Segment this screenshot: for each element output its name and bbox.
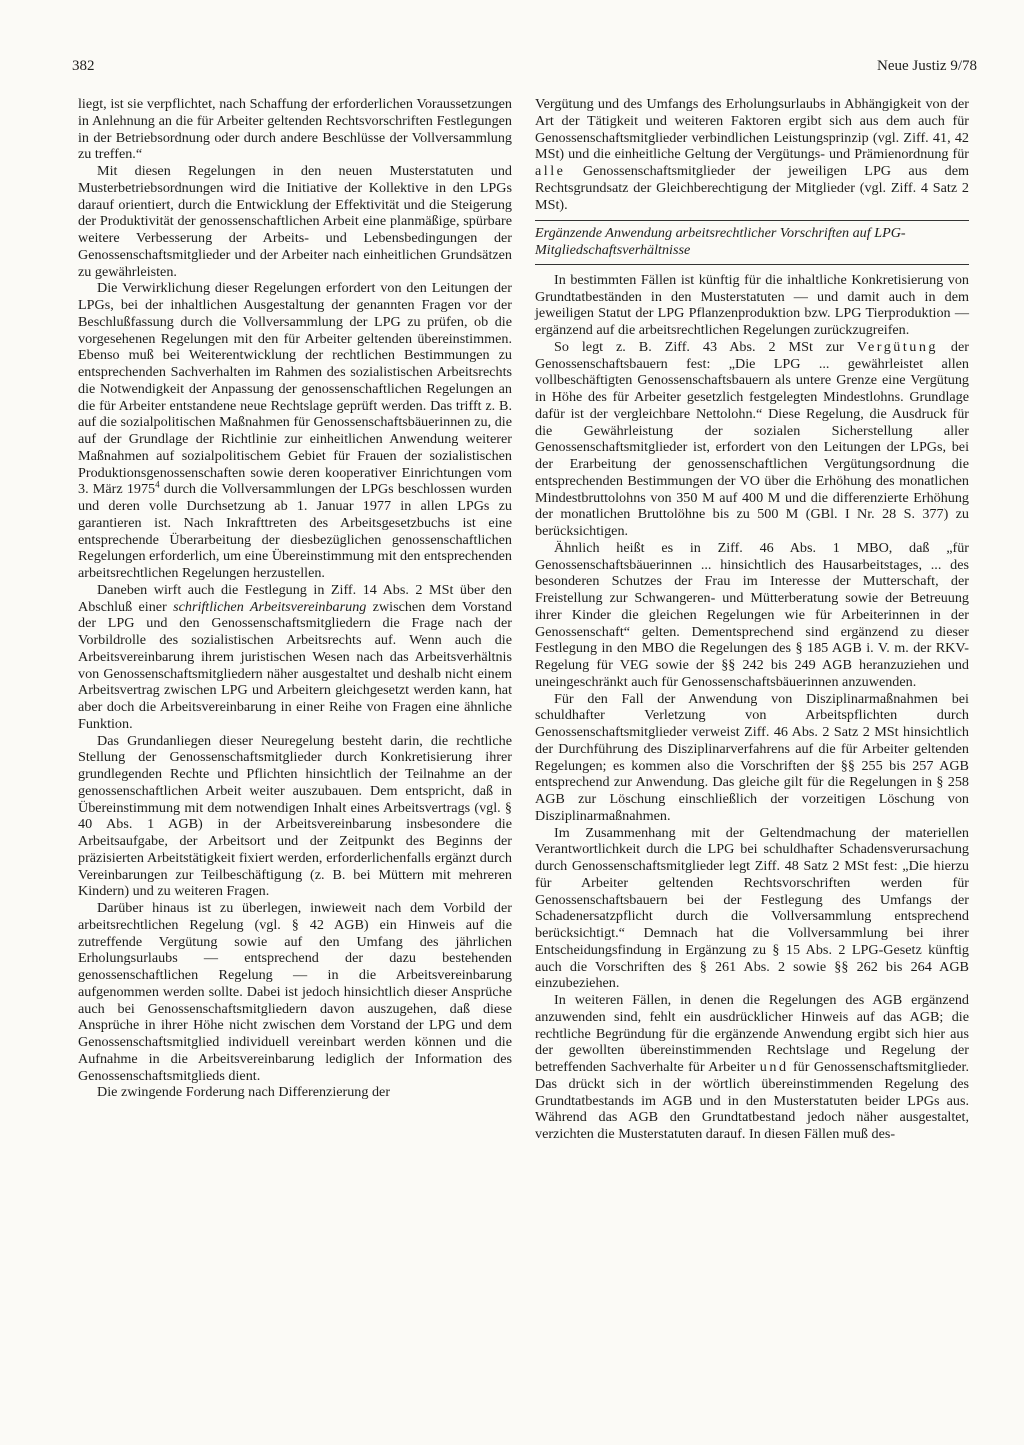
paragraph-text: In weiteren Fällen, in denen die Regelungen des AGB ergänzend anzuwenden sind, fehlt ein ausdrücklicher Hinweis auf das AGB; die rechtliche Begründung für die ergänzende Anwendung ergibt sich hier aus der gewollten übereinstimmenden Rechtslage und Regelung der betreffenden Sachverhalte für Arbeiter xyxy=(535,992,969,1075)
paragraph-text: Die Verwirklichung dieser Regelungen erfordert von den Leitungen der LPGs, bei der inhaltlichen Ausgestaltung der genannten Fragen vor der Beschlußfassung durch die Vollversammlung der LPG zu prüfen, ob die vorgesehenen Regelungen mit den für Arbeiter geltenden übereinstimmen. Ebenso muß bei Weiterentwicklung der rechtlichen Bestimmungen zu entsprechenden Sachverhalten im Rahmen des sozialistischen Arbeitsrechts die Notwendigkeit der Anpassung der genossenschaftlichen Regelungen an die für Arbeiter entstandene neue Rechtslage geprüft werden. Das trifft z. B. auf die sozialpolitischen Maßnahmen für Genossenschaftsbäuerinnen zu, die auf der Grundlage der Richtlinie zur einheitlichen Anwendung weiterer Maßnahmen auf sozialpolitischem Gebiet für Frauen der sozialistischen Produktionsgenossenschaften sowie deren kooperativer Einrichtungen vom 3. März 1975 xyxy=(78,280,512,498)
section-heading: Ergänzende Anwendung arbeitsrechtlicher Vorschriften auf LPG-Mitgliedschaftsverhältnisse xyxy=(535,220,969,265)
paragraph: Die zwingende Forderung nach Differenzierung der xyxy=(97,1084,391,1101)
paragraph: Das Grundanliegen dieser Neuregelung besteht darin, die rechtliche Stellung der Genossenschaftsmitglieder durch Konkretisierung ihrer grundlegenden Rechte und Pflichten hinsichtlich der Teilnahme an der genossenschaftlichen Arbeit weiter auszubauen. Dem entspricht, daß in Übereinstimmung mit dem notwendigen Inhalt eines Arbeitsvertrags (vgl. § 40 Abs. 1 AGB) in der Arbeitsvereinbarung insbesondere die Arbeitsaufgabe, der Arbeitsort und der Zeitpunkt des Beginns der präzisierten Arbeitstätigkeit fixiert werden, erforderlichenfalls ergänzt durch Vereinbarungen zur Teilbeschäftigung (z. B. bei Müttern mit mehreren Kindern) und zu weiteren Fragen. xyxy=(78,732,512,900)
paragraph xyxy=(535,96,969,213)
spaced-emphasis: und xyxy=(759,1059,789,1075)
paragraph: Ähnlich heißt es in Ziff. 46 Abs. 1 MBO, daß „für Genossenschaftsbäuerinnen ... hinsichtlich des Hausarbeitstages, ... des besonderen Schutzes der Frau im Interesse der Mutterschaft, der Freistellung zur Schwangeren- und Mütterberatung sowie der Betreuung ihrer Kinder die gleichen Regelungen wie für Arbeiterinnen in der Genossenschaft“ gelten. Dementsprechend sind ergänzend zu dieser Festlegung in den MBO die Regelungen des § 185 AGB i. V. m. der RKV-Regelung für VEG sowie der §§ 242 bis 249 AGB heranzuziehen und uneingeschränkt auch für Genossenschaftsbäuerinnen anzuwenden. xyxy=(535,539,969,690)
spaced-emphasis: alle xyxy=(535,163,566,179)
paragraph-text: durch die Vollversammlungen der LPGs beschlossen wurden und deren volle Durchsetzung ab 1. Januar 1977 in allen LPGs zu garantieren ist. Nach Inkrafttreten des Arbeitsgesetzbuchs ist eine entsprechende Überarbeitung der diesbezüglichen genossenschaftlichen Regelungen erforderlich, um eine Übereinstimmung mit den entsprechenden arbeitsrechtlichen Regelungen herzustellen. xyxy=(78,481,513,581)
paragraph: Für den Fall der Anwendung von Disziplinarmaßnahmen bei schuldhafter Verletzung von Arbeitspflichten durch Genossenschaftsmitglieder verweist Ziff. 46 Abs. 2 Satz 2 MSt hinsichtlich der Durchführung des Disziplinarverfahrens auf die für Arbeiter geltenden Regelungen; es kommen also die Vorschriften der §§ 255 bis 257 AGB entsprechend zur Anwendung. Das gleiche gilt für die Regelungen in § 258 AGB zur Löschung einschließlich der vorzeitigen Löschung von Disziplinarmaßnahmen. xyxy=(535,690,969,824)
paragraph-text: So legt z. B. Ziff. 43 Abs. 2 MSt zur xyxy=(554,338,857,355)
paragraph: liegt, ist sie verpflichtet, nach Schaffung der erforderlichen Voraussetzungen in Anlehnung an die für Arbeiter geltenden Rechtsvorschriften Festlegungen in der Betriebsordnung oder durch andere Beschlüsse der Vollversammlung zu treffen.“ xyxy=(78,96,512,163)
journal-issue: Neue Justiz 9/78 xyxy=(877,58,977,74)
paragraph-text: Daneben wirft auch die Festlegung in Ziff. 14 Abs. 2 MSt über den Abschluß einer xyxy=(78,581,512,615)
paragraph-text: Genossenschaftsmitglieder der jeweiligen LPG aus dem Rechtsgrundsatz der Gleichberechtigung der Mitglieder (vgl. Ziff. 4 Satz 2 MSt). xyxy=(535,163,969,213)
page-header xyxy=(72,58,977,82)
paragraph xyxy=(535,992,969,1143)
paragraph: Darüber hinaus ist zu überlegen, inwieweit nach dem Vorbild der arbeitsrechtlichen Regelung (vgl. § 42 AGB) ein Hinweis auf die zutreffende Vergütung sowie auf den Umfang des jährlichen Erholungsurlaubs — entsprechend der dazu bestehenden genossenschaftlichen Regelung — in die Arbeitsvereinbarung aufgenommen werden sollte. Dabei ist jedoch hinsichtlich dieser Ansprüche auch bei Genossenschaftsmitgliedern davon auszugehen, daß diese Ansprüche in ihrer Höhe nicht zwischen dem Vorstand der LPG und dem Genossenschaftsmitglied individuell vereinbart werden können und die Aufnahme in die Arbeitsvereinbarung lediglich der Information des Genossenschaftsmitglieds dient. xyxy=(78,900,512,1084)
page-number: 382 xyxy=(72,58,95,74)
paragraph xyxy=(535,339,969,540)
paragraph-text: zwischen dem Vorstand der LPG und den Genossenschaftsmitgliedern die Frage nach der Vorbildrolle des sozialistischen Arbeitsrechts auf. Wenn auch die Arbeitsvereinbarung ihrem juristischen Wesen nach das Arbeitsverhältnis von Genossenschaftsmitgliedern näher ausgestaltet und deshalb nicht einem Arbeitsvertrag zwischen LPG und Arbeitern gleichgesetzt werden kann, hat aber doch die Arbeitsvereinbarung in einer Reihe von Fragen eine ähnliche Funktion. xyxy=(78,598,513,732)
paragraph: In bestimmten Fällen ist künftig für die inhaltliche Konkretisierung von Grundtatbeständen in den Musterstatuten — und damit auch in dem jeweiligen Statut der LPG Pflanzenproduktion bzw. LPG Tierproduktion — ergänzend auf die arbeitsrechtlichen Regelungen zurückzugreifen. xyxy=(535,271,969,338)
right-column xyxy=(535,96,969,1143)
paragraph: Mit diesen Regelungen in den neuen Musterstatuten und Musterbetriebsordnungen wird die Initiative der Kollektive in den LPGs darauf orientiert, durch die Entwicklung der Effektivität und die Steigerung der Produktivität der genossenschaftlichen Arbeit eine planmäßige, spürbare weitere Verbesserung der Arbeits- und Lebensbedingungen der Genossenschaftsmitglieder und der Arbeiter nach einheitlichen Grundsätzen zu gewährleisten. xyxy=(78,163,512,280)
paragraph xyxy=(78,582,512,733)
spaced-emphasis: Vergütung xyxy=(856,338,938,355)
paragraph-text: der Genossenschaftsbauern fest: „Die LPG ... gewährleistet allen vollbeschäftigten Genossenschaftsbauern als untere Grenze eine Vergütung in Höhe des für Arbeiter gesetzlich festgelegten Mindestlohns. Grundlage dafür ist der vergleichbare Nettolohn.“ Diese Regelung, die Ausdruck für die Gewährleistung der sozialen Sicherstellung aller Genossenschaftsmitglieder ist, erfordert von den Leitungen der LPGs, bei der Erarbeitung der genossenschaftlichen Vergütungsordnung die entsprechenden Bestimmungen der VO über die Erhöhung des monatlichen Mindestbruttolohns von 350 M auf 400 M und die differenzierte Erhöhung der monatlichen Bruttolöhne bis zu 500 M (GBl. I Nr. 28 S. 377) zu berücksichtigen. xyxy=(535,338,969,539)
left-column xyxy=(78,96,512,1101)
paragraph-text: Vergütung und des Umfangs des Erholungsurlaubs in Abhängigkeit von der Art der Tätigkeit und weiteren Faktoren ergibt sich aus dem auch für Genossenschaftsmitglieder verbindlichen Leistungsprinzip (vgl. Ziff. 41, 42 MSt) und die einheitliche Geltung der Vergütungs- und Prämienordnung für xyxy=(535,96,969,163)
paragraph xyxy=(78,280,512,582)
paragraph: Im Zusammenhang mit der Geltendmachung der materiellen Verantwortlichkeit durch die LPG bei schuldhafter Schadensverursachung durch Genossenschaftsmitglieder legt Ziff. 48 Satz 2 MSt fest: „Die hierzu für Arbeiter geltenden Rechtsvorschriften werden für Genossenschaftsbauern bei der Festlegung des Umfangs der Schadenersatzpflicht durch die Vollversammlung entsprechend berücksichtigt.“ Demnach hat die Vollversammlung bei ihrer Entscheidungsfindung in Ergänzung zu § 15 Abs. 2 LPG-Gesetz künftig auch die Vorschriften des § 261 Abs. 2 sowie §§ 262 bis 264 AGB einzubeziehen. xyxy=(535,824,969,992)
footnote-ref: 4 xyxy=(155,479,160,490)
emphasis: schriftlichen Arbeitsvereinbarung xyxy=(173,598,367,615)
paragraph-text: für Genossenschaftsmitglieder. Das drückt sich in der wörtlich übereinstimmenden Regelung des Grundtatbestands im AGB und in den Musterstatuten beider LPGs aus. Während das AGB den Grundtatbestand jedoch näher ausgestaltet, verzichten die Musterstatuten darauf. In diesen Fällen muß des- xyxy=(535,1059,969,1142)
